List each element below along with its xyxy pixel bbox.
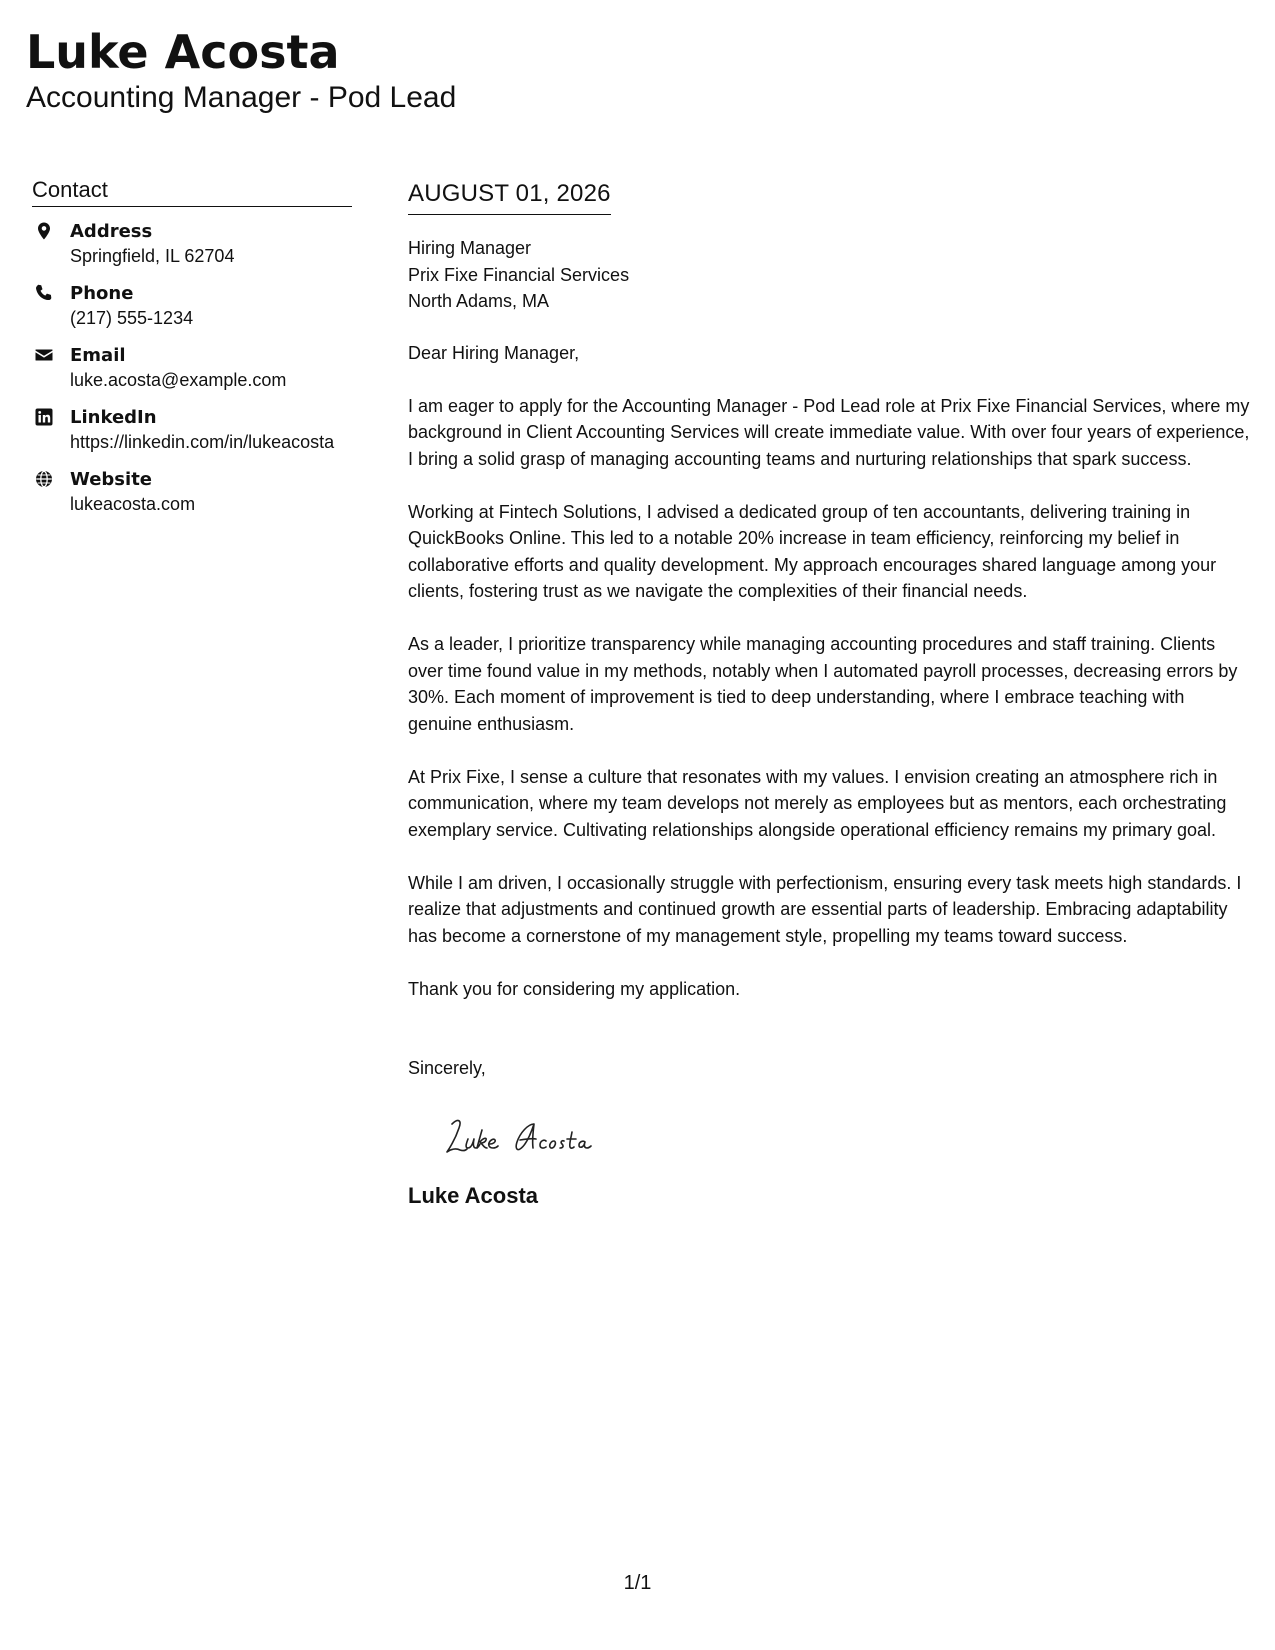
phone-value: (217) 555-1234	[70, 308, 194, 328]
salutation: Dear Hiring Manager,	[408, 342, 580, 363]
applicant-name: Luke Acosta	[26, 25, 340, 79]
website-value[interactable]: lukeacosta.com	[70, 494, 196, 514]
contact-label: Website	[70, 469, 153, 490]
applicant-title: Accounting Manager - Pod Lead	[26, 81, 457, 114]
contact-label: Address	[70, 221, 153, 242]
body-paragraph: At Prix Fixe, I sense a culture that resonates with my values. I envision creating an atmosphere rich in communication, where my team develops not merely as employees but as mentors, each orchestrating exemplary service. Cultivating relationships alongside operational efficiency remains my primary goal.	[408, 766, 1227, 840]
thank-you-line: Thank you for considering my application.	[408, 978, 741, 999]
letter-header	[26, 22, 456, 116]
page-number: 1/1	[623, 1572, 652, 1594]
body-paragraph: I am eager to apply for the Accounting Manager - Pod Lead role at Prix Fixe Financial Services, where my background in Client Accounting Services will create immediate value. With over four years of experience, I bring a solid grasp of managing accounting teams and nurturing relationships that spark success.	[408, 395, 1250, 469]
linkedin-value[interactable]: https://linkedin.com/in/lukeacosta	[70, 432, 335, 452]
globe-icon	[34, 469, 54, 489]
location-pin-icon	[34, 221, 54, 241]
body-paragraph: As a leader, I prioritize transparency while managing accounting procedures and staff training. Clients over time found value in my methods, notably when I automated payroll processes, decreasing errors by 30%. Each moment of improvement is tied to deep understanding, where I embrace teaching with genuine enthusiasm.	[408, 634, 1238, 734]
email-value: luke.acosta@example.com	[70, 370, 287, 390]
envelope-icon	[34, 345, 54, 365]
contact-linkedin	[32, 405, 352, 455]
contact-label: Email	[70, 345, 126, 366]
contact-sidebar	[32, 176, 352, 529]
closing: Sincerely,	[408, 1058, 486, 1078]
contact-heading: Contact	[32, 176, 352, 207]
phone-icon	[34, 283, 54, 303]
signed-name: Luke Acosta	[408, 1182, 539, 1208]
handwritten-signature	[438, 1112, 638, 1162]
body-paragraph: While I am driven, I occasionally struggle with perfectionism, ensuring every task meets high standards. I realize that adjustments and continued growth are essential parts of leadership. Embracing adaptability has become a cornerstone of my management style, propelling my teams toward success.	[408, 872, 1242, 946]
address-value: Springfield, IL 62704	[70, 246, 235, 266]
letter-date: AUGUST 01, 2026	[408, 178, 611, 215]
recipient-location: North Adams, MA	[408, 291, 550, 311]
contact-address	[32, 219, 352, 269]
letter-body	[408, 178, 1253, 1210]
contact-phone	[32, 281, 352, 331]
contact-email	[32, 343, 352, 393]
contact-label: LinkedIn	[70, 407, 157, 428]
recipient-company: Prix Fixe Financial Services	[408, 264, 630, 285]
recipient-block	[408, 235, 1253, 315]
body-paragraph: Working at Fintech Solutions, I advised a dedicated group of ten accountants, delivering training in QuickBooks Online. This led to a notable 20% increase in team efficiency, reinforcing my belief in collaborative efforts and quality development. My approach encourages shared language among your clients, fostering trust as we navigate the complexities of their financial needs.	[408, 501, 1217, 601]
linkedin-icon	[34, 407, 54, 427]
recipient-title: Hiring Manager	[408, 238, 532, 258]
contact-website	[32, 467, 352, 517]
contact-label: Phone	[70, 283, 134, 304]
